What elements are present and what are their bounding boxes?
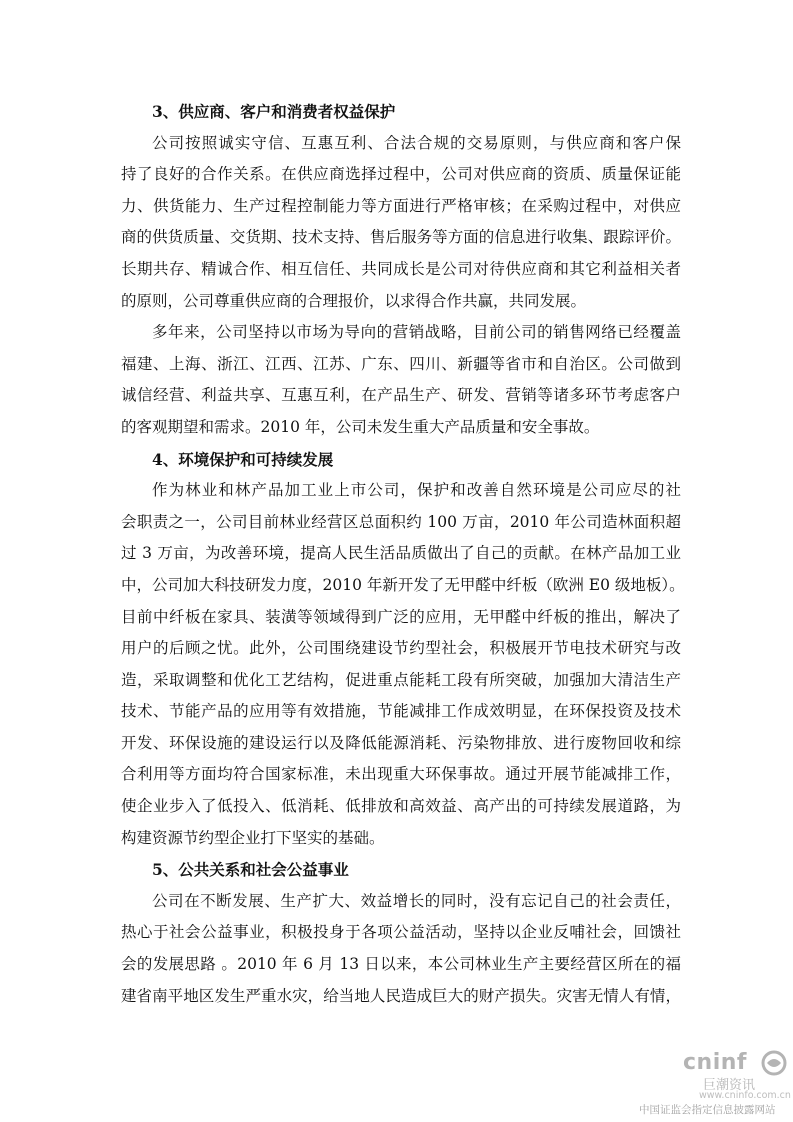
text-line: 的客观期望和需求。2010 年，公司未发生重大产品质量和安全事故。 (121, 417, 600, 436)
text-line: 造，采取调整和优化工艺结构，促进重点能耗工段有所突破，加强加大清洁生产 (121, 670, 681, 689)
section-heading: 4、环境保护和可持续发展 (152, 449, 334, 469)
text-line: 技术、节能产品的应用等有效措施，节能减排工作成效明显，在环保投资及技术 (121, 702, 681, 721)
text-line: 公司按照诚实守信、互惠互利、合法合规的交易原则，与供应商和客户保 (152, 133, 681, 152)
paragraph (121, 886, 681, 1012)
text-line: 商的供货质量、交货期、技术支持、售后服务等方面的信息进行收集、跟踪评价。 (121, 228, 681, 247)
text-line: 目前中纤板在家具、装潢等领域得到广泛的应用，无甲醛中纤板的推出，解决了 (121, 607, 681, 626)
cninfo-logo-icon (761, 1050, 787, 1076)
text-line: 中，公司加大科技研发力度，2010 年新开发了无甲醛中纤板（欧洲 E0 级地板）。 (121, 575, 685, 594)
text-line: 用户的后顾之忧。此外，公司围绕建设节约型社会，积极展开节电技术研究与改 (121, 639, 681, 658)
text-line: 合利用等方面均符合国家标准，未出现重大环保事故。通过开展节能减排工作， (121, 765, 681, 784)
cninfo-watermark (633, 1050, 793, 1122)
paragraph (121, 317, 681, 443)
text-line: 使企业步入了低投入、低消耗、低排放和高效益、高产出的可持续发展道路，为 (121, 797, 681, 816)
text-line: 过 3 万亩，为改善环境，提高人民生活品质做出了自己的贡献。在林产品加工业 (121, 544, 681, 563)
paragraph (121, 475, 685, 854)
document-page (121, 96, 685, 1012)
text-line: 开发、环保设施的建设运行以及降低能源消耗、污染物排放、进行废物回收和综 (121, 733, 681, 752)
text-line: 福建、上海、浙江、江西、江苏、广东、四川、新疆等省市和自治区。公司做到 (121, 354, 681, 373)
text-line: 会职责之一，公司目前林业经营区总面积约 100 万亩，2010 年公司造林面积超 (121, 512, 681, 531)
text-line: 公司在不断发展、生产扩大、效益增长的同时，没有忘记自己的社会责任， (152, 891, 681, 910)
text-line: 的原则，公司尊重供应商的合理报价，以求得合作共赢，共同发展。 (121, 291, 587, 310)
text-line: 力、供货能力、生产过程控制能力等方面进行严格审核；在采购过程中，对供应 (121, 196, 681, 215)
section-heading: 5、公共关系和社会公益事业 (152, 860, 349, 880)
watermark-url: www.cninfo.com.cn (699, 1090, 791, 1101)
text-line: 构建资源节约型企业打下坚实的基础。 (121, 828, 385, 847)
paragraph (121, 128, 681, 318)
text-line: 持了良好的合作关系。在供应商选择过程中，公司对供应商的资质、质量保证能 (121, 165, 681, 184)
text-line: 长期共存、精诚合作、相互信任、共同成长是公司对待供应商和其它利益相关者 (121, 259, 681, 278)
watermark-site-text: 中国证监会指定信息披露网站 (639, 1104, 776, 1116)
watermark-brand-cn: 巨潮资讯 (703, 1078, 756, 1093)
watermark-brand: cninf (683, 1050, 747, 1075)
text-line: 作为林业和林产品加工业上市公司，保护和改善自然环境是公司应尽的社 (152, 481, 681, 500)
text-line: 热心于社会公益事业，积极投身于各项公益活动，坚持以企业反哺社会，回馈社 (121, 923, 681, 942)
text-line: 多年来，公司坚持以市场为导向的营销战略，目前公司的销售网络已经覆盖 (152, 323, 681, 342)
text-line: 会的发展思路 。2010 年 6 月 13 日以来，本公司林业生产主要经营区所在的福 (121, 955, 681, 974)
section-heading: 3、供应商、客户和消费者权益保护 (152, 102, 396, 121)
text-line: 诚信经营、利益共享、互惠互利，在产品生产、研发、营销等诸多环节考虑客户 (121, 386, 681, 405)
text-line: 建省南平地区发生严重水灾，给当地人民造成巨大的财产损失。灾害无情人有情， (121, 986, 681, 1005)
